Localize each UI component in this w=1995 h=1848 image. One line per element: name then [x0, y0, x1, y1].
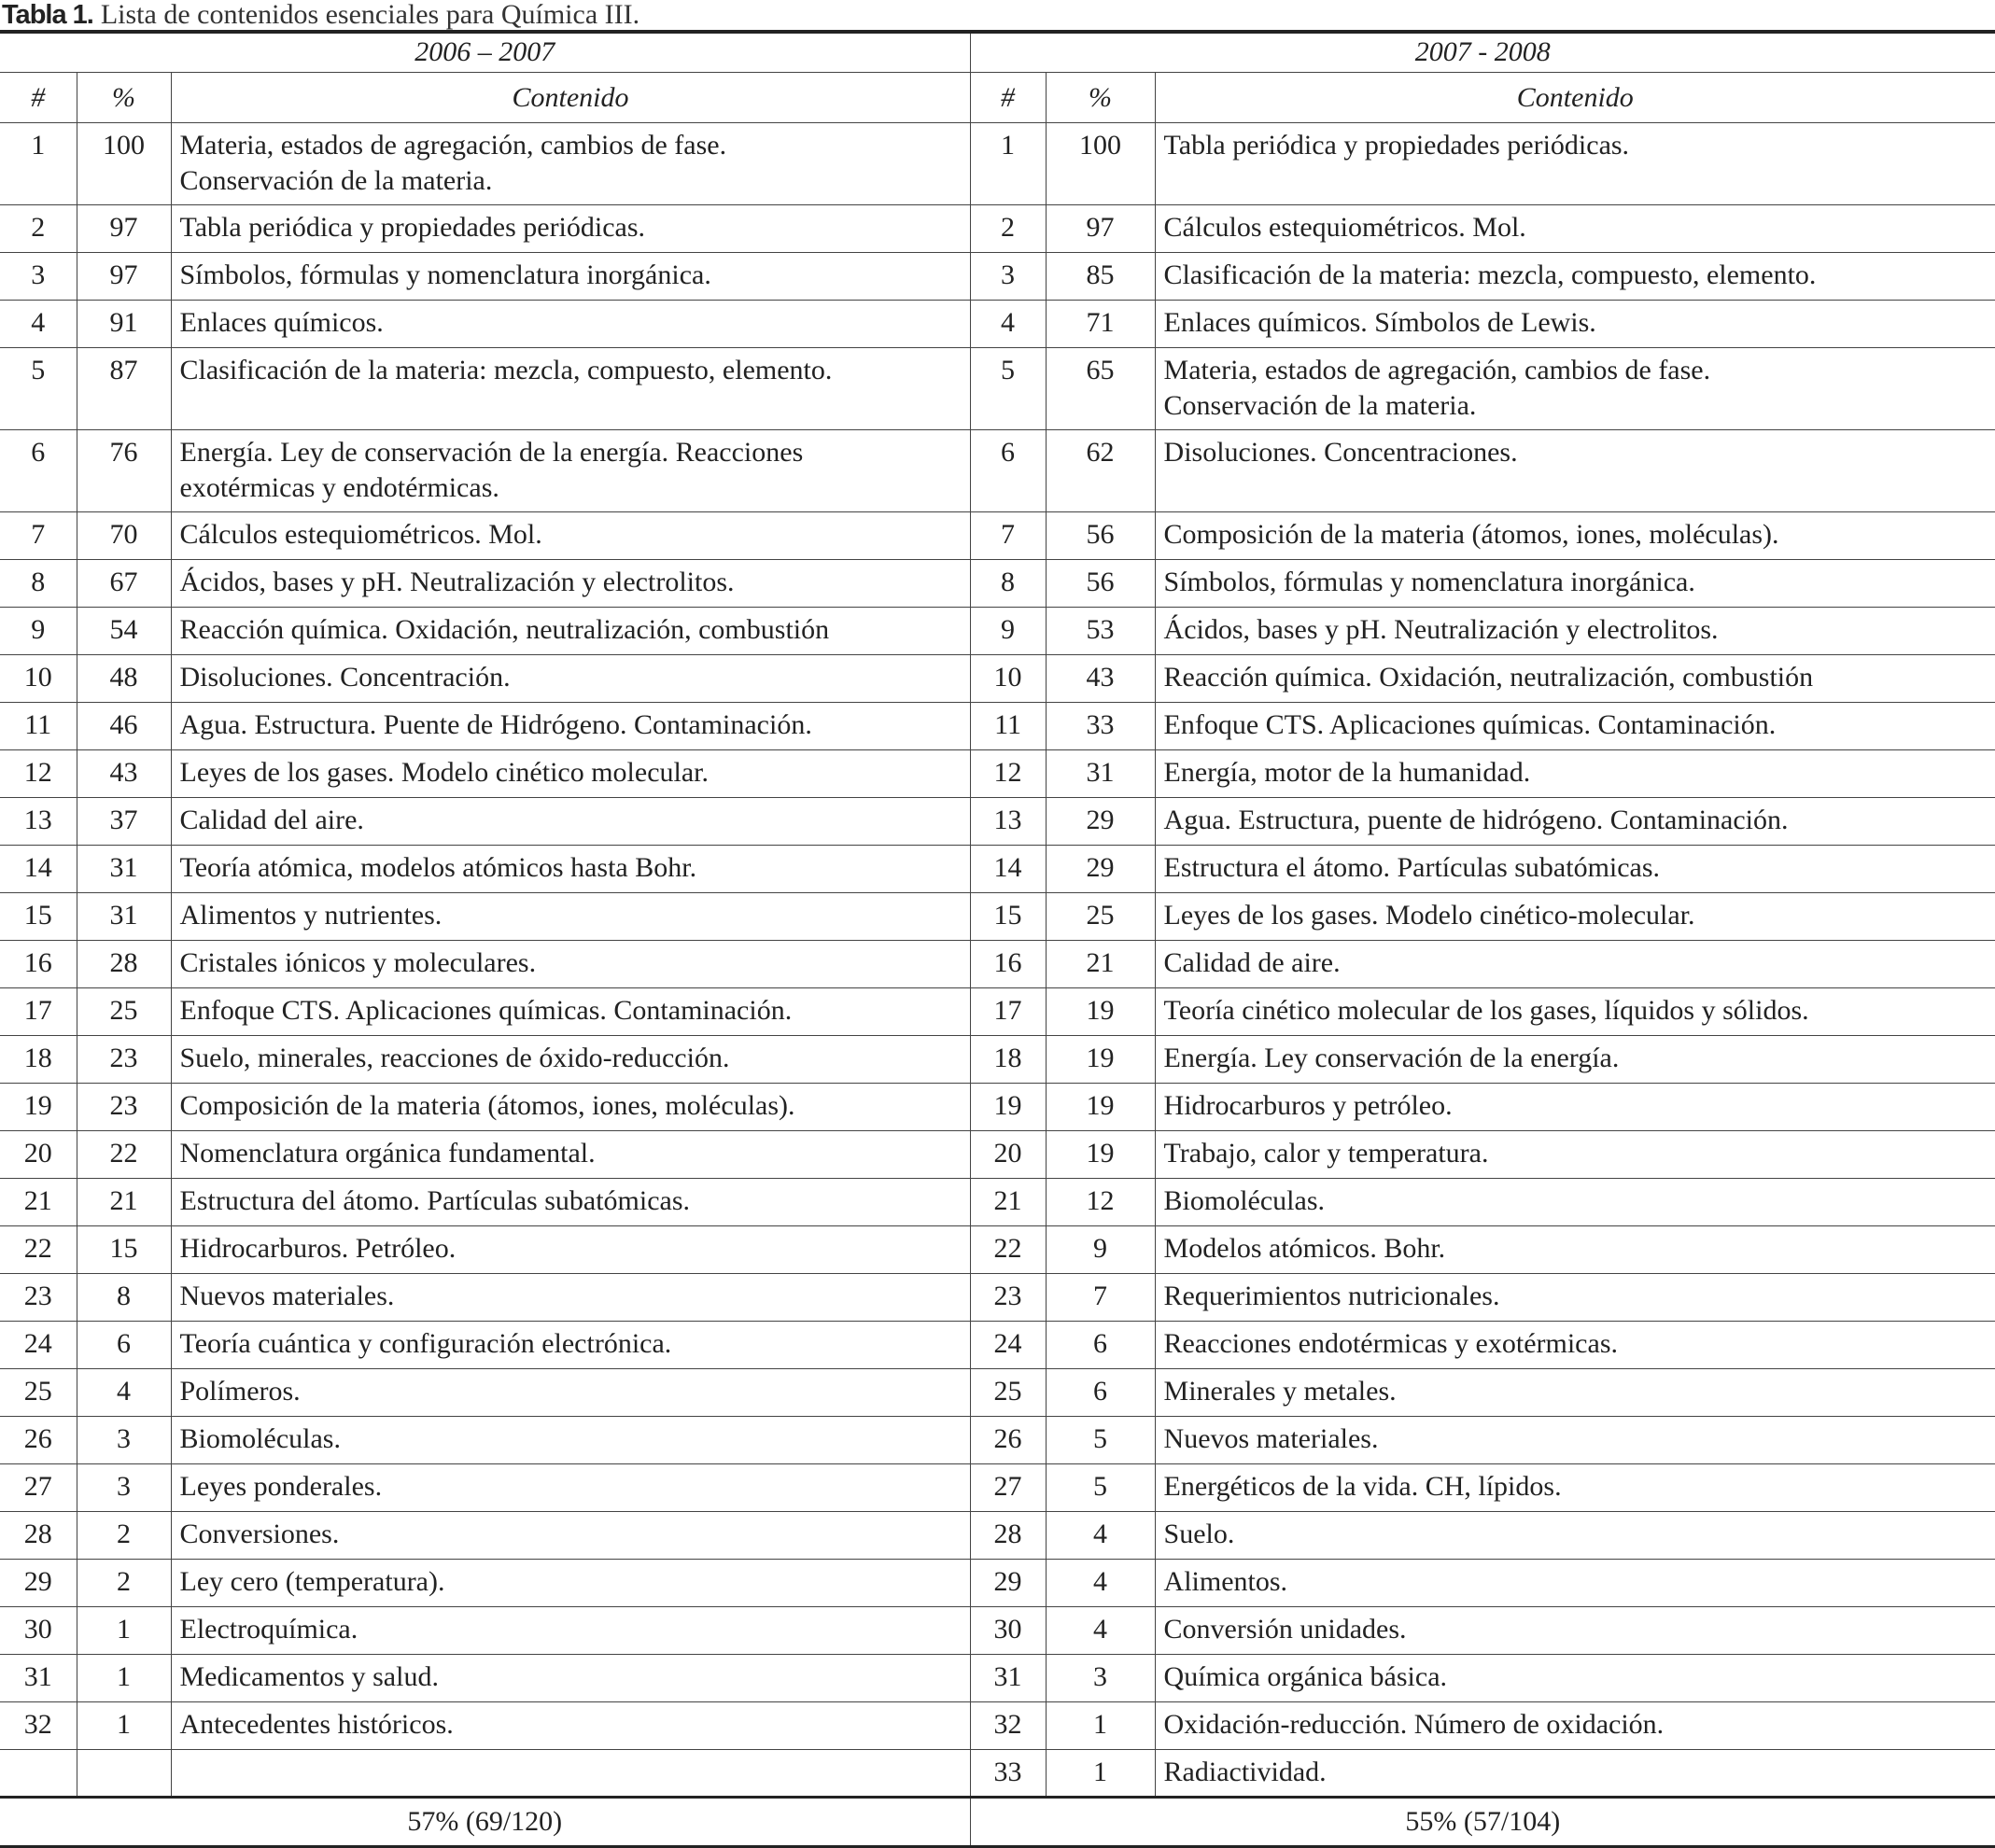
- table-row: [0, 1750, 1995, 1798]
- left-item-number: 4: [0, 301, 77, 348]
- left-item-content: Cálculos estequiométricos. Mol.: [171, 512, 970, 560]
- table-row: [0, 655, 1995, 703]
- right-item-content: Química orgánica básica.: [1155, 1655, 1995, 1702]
- left-item-number: 8: [0, 560, 77, 608]
- left-item-content: Cristales iónicos y moleculares.: [171, 941, 970, 988]
- right-item-number: 2: [970, 205, 1046, 253]
- right-item-number: 21: [970, 1179, 1046, 1226]
- left-item-percent: 76: [77, 430, 171, 512]
- table-row: [0, 1607, 1995, 1655]
- right-item-number: 9: [970, 608, 1046, 655]
- left-item-content: Ley cero (temperatura).: [171, 1560, 970, 1607]
- right-item-percent: 9: [1046, 1226, 1155, 1274]
- right-item-content: Ácidos, bases y pH. Neutralización y electrolitos.: [1155, 608, 1995, 655]
- left-item-percent: 37: [77, 798, 171, 846]
- left-item-content: Composición de la materia (átomos, iones, moléculas).: [171, 1084, 970, 1131]
- left-item-percent: 2: [77, 1512, 171, 1560]
- left-item-number: 30: [0, 1607, 77, 1655]
- table-row: [0, 301, 1995, 348]
- left-item-content: Nuevos materiales.: [171, 1274, 970, 1322]
- col-header-content: Contenido: [171, 73, 970, 123]
- left-item-percent: 8: [77, 1274, 171, 1322]
- left-item-content: Teoría cuántica y configuración electrónica.: [171, 1322, 970, 1369]
- right-item-content: Requerimientos nutricionales.: [1155, 1274, 1995, 1322]
- right-item-number: 25: [970, 1369, 1046, 1417]
- right-item-percent: 71: [1046, 301, 1155, 348]
- right-item-number: 19: [970, 1084, 1046, 1131]
- right-item-number: 27: [970, 1464, 1046, 1512]
- left-item-content: Leyes de los gases. Modelo cinético molecular.: [171, 750, 970, 798]
- table-row: [0, 348, 1995, 430]
- left-item-number: 28: [0, 1512, 77, 1560]
- table-row: [0, 430, 1995, 512]
- right-item-number: 28: [970, 1512, 1046, 1560]
- col-header-pct: %: [1046, 73, 1155, 123]
- right-item-percent: 19: [1046, 1131, 1155, 1179]
- left-item-content: Estructura del átomo. Partículas subatómicas.: [171, 1179, 970, 1226]
- left-item-content: Medicamentos y salud.: [171, 1655, 970, 1702]
- left-item-percent: 97: [77, 253, 171, 301]
- right-item-percent: 3: [1046, 1655, 1155, 1702]
- table-caption: [2, 0, 639, 31]
- left-item-content: Polímeros.: [171, 1369, 970, 1417]
- table-row: [0, 846, 1995, 893]
- left-item-number: 2: [0, 205, 77, 253]
- right-item-content: Energía, motor de la humanidad.: [1155, 750, 1995, 798]
- left-item-number: 10: [0, 655, 77, 703]
- footer-summary-2006: 57% (69/120): [0, 1798, 970, 1847]
- right-item-number: 10: [970, 655, 1046, 703]
- right-item-percent: 19: [1046, 988, 1155, 1036]
- right-item-percent: 1: [1046, 1702, 1155, 1750]
- right-item-number: 24: [970, 1322, 1046, 1369]
- left-item-number: 21: [0, 1179, 77, 1226]
- right-item-number: 4: [970, 301, 1046, 348]
- right-item-percent: 65: [1046, 348, 1155, 430]
- right-item-percent: 21: [1046, 941, 1155, 988]
- left-item-content: Teoría atómica, modelos atómicos hasta Bohr.: [171, 846, 970, 893]
- table-row: [0, 941, 1995, 988]
- left-item-number: 31: [0, 1655, 77, 1702]
- contents-table: [0, 30, 1995, 1848]
- table-row: [0, 988, 1995, 1036]
- left-item-content: Suelo, minerales, reacciones de óxido-reducción.: [171, 1036, 970, 1084]
- table-row: [0, 1131, 1995, 1179]
- right-item-percent: 7: [1046, 1274, 1155, 1322]
- left-item-percent: 31: [77, 893, 171, 941]
- left-item-number: 12: [0, 750, 77, 798]
- table-row: [0, 253, 1995, 301]
- left-item-percent: 28: [77, 941, 171, 988]
- left-item-number: 27: [0, 1464, 77, 1512]
- left-item-percent: 2: [77, 1560, 171, 1607]
- year-header-2006: 2006 – 2007: [0, 32, 970, 73]
- right-item-number: 7: [970, 512, 1046, 560]
- left-item-number: 14: [0, 846, 77, 893]
- right-item-number: 22: [970, 1226, 1046, 1274]
- left-item-number: 6: [0, 430, 77, 512]
- right-item-content: Reacciones endotérmicas y exotérmicas.: [1155, 1322, 1995, 1369]
- left-item-number: 25: [0, 1369, 77, 1417]
- right-item-percent: 19: [1046, 1084, 1155, 1131]
- left-item-percent: 97: [77, 205, 171, 253]
- right-item-content: Radiactividad.: [1155, 1750, 1995, 1798]
- right-item-number: 20: [970, 1131, 1046, 1179]
- right-item-content: Leyes de los gases. Modelo cinético-molecular.: [1155, 893, 1995, 941]
- year-header-2007: 2007 - 2008: [970, 32, 1995, 73]
- left-item-percent: 25: [77, 988, 171, 1036]
- right-item-percent: 5: [1046, 1464, 1155, 1512]
- table-row: [0, 750, 1995, 798]
- table-row: [0, 1560, 1995, 1607]
- left-item-content: Conversiones.: [171, 1512, 970, 1560]
- left-item-number: 11: [0, 703, 77, 750]
- right-item-content: Trabajo, calor y temperatura.: [1155, 1131, 1995, 1179]
- caption-label: Tabla 1.: [2, 0, 93, 30]
- right-item-content: Estructura el átomo. Partículas subatómicas.: [1155, 846, 1995, 893]
- right-item-content: Modelos atómicos. Bohr.: [1155, 1226, 1995, 1274]
- left-item-content: Nomenclatura orgánica fundamental.: [171, 1131, 970, 1179]
- right-item-number: 32: [970, 1702, 1046, 1750]
- left-item-percent: 21: [77, 1179, 171, 1226]
- right-item-percent: 53: [1046, 608, 1155, 655]
- right-item-content: Oxidación-reducción. Número de oxidación.: [1155, 1702, 1995, 1750]
- right-item-number: 14: [970, 846, 1046, 893]
- right-item-percent: 19: [1046, 1036, 1155, 1084]
- table-row: [0, 560, 1995, 608]
- left-item-content: Biomoléculas.: [171, 1417, 970, 1464]
- table-row: [0, 703, 1995, 750]
- right-item-content: Hidrocarburos y petróleo.: [1155, 1084, 1995, 1131]
- left-item-number: 17: [0, 988, 77, 1036]
- left-item-percent: 67: [77, 560, 171, 608]
- left-item-percent: 4: [77, 1369, 171, 1417]
- left-item-number: 22: [0, 1226, 77, 1274]
- left-item-number: 23: [0, 1274, 77, 1322]
- right-item-percent: 62: [1046, 430, 1155, 512]
- right-item-number: 33: [970, 1750, 1046, 1798]
- right-item-content: Energía. Ley conservación de la energía.: [1155, 1036, 1995, 1084]
- right-item-percent: 43: [1046, 655, 1155, 703]
- left-item-content: Materia, estados de agregación, cambios de fase. Conservación de la materia.: [171, 123, 970, 205]
- right-item-percent: 12: [1046, 1179, 1155, 1226]
- right-item-number: 31: [970, 1655, 1046, 1702]
- left-item-percent: 22: [77, 1131, 171, 1179]
- right-item-number: 11: [970, 703, 1046, 750]
- left-item-number: 9: [0, 608, 77, 655]
- right-item-content: Energéticos de la vida. CH, lípidos.: [1155, 1464, 1995, 1512]
- left-item-percent: 3: [77, 1417, 171, 1464]
- left-item-percent: [77, 1750, 171, 1798]
- right-item-content: Biomoléculas.: [1155, 1179, 1995, 1226]
- table-row: [0, 1655, 1995, 1702]
- left-item-percent: 23: [77, 1084, 171, 1131]
- right-item-content: Disoluciones. Concentraciones.: [1155, 430, 1995, 512]
- left-item-percent: 1: [77, 1607, 171, 1655]
- right-item-content: Teoría cinético molecular de los gases, líquidos y sólidos.: [1155, 988, 1995, 1036]
- left-item-content: Electroquímica.: [171, 1607, 970, 1655]
- left-item-percent: 31: [77, 846, 171, 893]
- table-row: [0, 1369, 1995, 1417]
- right-item-content: Enlaces químicos. Símbolos de Lewis.: [1155, 301, 1995, 348]
- caption-text: Lista de contenidos esenciales para Química III.: [100, 0, 640, 30]
- left-item-percent: 6: [77, 1322, 171, 1369]
- table-row: [0, 1464, 1995, 1512]
- right-item-number: 30: [970, 1607, 1046, 1655]
- left-item-content: Leyes ponderales.: [171, 1464, 970, 1512]
- left-item-percent: 1: [77, 1702, 171, 1750]
- left-item-percent: 87: [77, 348, 171, 430]
- right-item-number: 17: [970, 988, 1046, 1036]
- left-item-percent: 70: [77, 512, 171, 560]
- left-item-percent: 54: [77, 608, 171, 655]
- left-item-number: 16: [0, 941, 77, 988]
- left-item-percent: 100: [77, 123, 171, 205]
- left-item-percent: 91: [77, 301, 171, 348]
- table-row: [0, 608, 1995, 655]
- right-item-percent: 33: [1046, 703, 1155, 750]
- right-item-number: 23: [970, 1274, 1046, 1322]
- left-item-content: Calidad del aire.: [171, 798, 970, 846]
- left-item-percent: 48: [77, 655, 171, 703]
- col-header-content: Contenido: [1155, 73, 1995, 123]
- right-item-percent: 1: [1046, 1750, 1155, 1798]
- right-item-percent: 31: [1046, 750, 1155, 798]
- table-row: [0, 1274, 1995, 1322]
- table-row: [0, 1417, 1995, 1464]
- left-item-content: Disoluciones. Concentración.: [171, 655, 970, 703]
- right-item-number: 16: [970, 941, 1046, 988]
- right-item-content: Calidad de aire.: [1155, 941, 1995, 988]
- table-row: [0, 893, 1995, 941]
- left-item-content: [171, 1750, 970, 1798]
- right-item-number: 18: [970, 1036, 1046, 1084]
- right-item-content: Materia, estados de agregación, cambios de fase. Conservación de la materia.: [1155, 348, 1995, 430]
- right-item-content: Clasificación de la materia: mezcla, compuesto, elemento.: [1155, 253, 1995, 301]
- left-item-number: 18: [0, 1036, 77, 1084]
- right-item-number: 1: [970, 123, 1046, 205]
- left-item-percent: 43: [77, 750, 171, 798]
- col-header-pct: %: [77, 73, 171, 123]
- left-item-number: 24: [0, 1322, 77, 1369]
- left-item-number: 19: [0, 1084, 77, 1131]
- left-item-content: Símbolos, fórmulas y nomenclatura inorgánica.: [171, 253, 970, 301]
- right-item-number: 3: [970, 253, 1046, 301]
- table-row: [0, 1322, 1995, 1369]
- left-item-number: [0, 1750, 77, 1798]
- left-item-content: Clasificación de la materia: mezcla, compuesto, elemento.: [171, 348, 970, 430]
- right-item-content: Agua. Estructura, puente de hidrógeno. Contaminación.: [1155, 798, 1995, 846]
- left-item-number: 5: [0, 348, 77, 430]
- right-item-content: Nuevos materiales.: [1155, 1417, 1995, 1464]
- left-item-content: Agua. Estructura. Puente de Hidrógeno. Contaminación.: [171, 703, 970, 750]
- right-item-number: 5: [970, 348, 1046, 430]
- right-item-number: 26: [970, 1417, 1046, 1464]
- right-item-number: 13: [970, 798, 1046, 846]
- right-item-percent: 29: [1046, 798, 1155, 846]
- right-item-percent: 25: [1046, 893, 1155, 941]
- right-item-percent: 5: [1046, 1417, 1155, 1464]
- right-item-percent: 29: [1046, 846, 1155, 893]
- left-item-percent: 15: [77, 1226, 171, 1274]
- right-item-percent: 97: [1046, 205, 1155, 253]
- right-item-content: Reacción química. Oxidación, neutralización, combustión: [1155, 655, 1995, 703]
- left-item-number: 7: [0, 512, 77, 560]
- left-item-number: 32: [0, 1702, 77, 1750]
- right-item-number: 6: [970, 430, 1046, 512]
- right-item-percent: 4: [1046, 1560, 1155, 1607]
- table-row: [0, 205, 1995, 253]
- left-item-number: 20: [0, 1131, 77, 1179]
- right-item-percent: 6: [1046, 1369, 1155, 1417]
- table-row: [0, 1512, 1995, 1560]
- table-row: [0, 512, 1995, 560]
- table-row: [0, 123, 1995, 205]
- right-item-percent: 4: [1046, 1512, 1155, 1560]
- right-item-percent: 4: [1046, 1607, 1155, 1655]
- left-item-number: 1: [0, 123, 77, 205]
- left-item-content: Enlaces químicos.: [171, 301, 970, 348]
- left-item-number: 13: [0, 798, 77, 846]
- right-item-percent: 56: [1046, 512, 1155, 560]
- right-item-number: 8: [970, 560, 1046, 608]
- left-item-content: Enfoque CTS. Aplicaciones químicas. Contaminación.: [171, 988, 970, 1036]
- left-item-percent: 1: [77, 1655, 171, 1702]
- table-row: [0, 1036, 1995, 1084]
- table-row: [0, 1702, 1995, 1750]
- right-item-percent: 85: [1046, 253, 1155, 301]
- right-item-content: Cálculos estequiométricos. Mol.: [1155, 205, 1995, 253]
- right-item-content: Composición de la materia (átomos, iones, moléculas).: [1155, 512, 1995, 560]
- right-item-percent: 100: [1046, 123, 1155, 205]
- right-item-percent: 56: [1046, 560, 1155, 608]
- right-item-content: Enfoque CTS. Aplicaciones químicas. Contaminación.: [1155, 703, 1995, 750]
- left-item-number: 15: [0, 893, 77, 941]
- right-item-content: Conversión unidades.: [1155, 1607, 1995, 1655]
- left-item-content: Tabla periódica y propiedades periódicas.: [171, 205, 970, 253]
- right-item-content: Minerales y metales.: [1155, 1369, 1995, 1417]
- right-item-number: 29: [970, 1560, 1046, 1607]
- left-item-content: Ácidos, bases y pH. Neutralización y electrolitos.: [171, 560, 970, 608]
- right-item-content: Suelo.: [1155, 1512, 1995, 1560]
- right-item-content: Alimentos.: [1155, 1560, 1995, 1607]
- left-item-percent: 23: [77, 1036, 171, 1084]
- right-item-number: 15: [970, 893, 1046, 941]
- left-item-content: Energía. Ley de conservación de la energía. Reacciones exotérmicas y endotérmicas.: [171, 430, 970, 512]
- table-row: [0, 798, 1995, 846]
- left-item-percent: 3: [77, 1464, 171, 1512]
- left-item-number: 26: [0, 1417, 77, 1464]
- table-row: [0, 1179, 1995, 1226]
- left-item-content: Hidrocarburos. Petróleo.: [171, 1226, 970, 1274]
- left-item-percent: 46: [77, 703, 171, 750]
- table-row: [0, 1226, 1995, 1274]
- right-item-percent: 6: [1046, 1322, 1155, 1369]
- col-header-num: #: [0, 73, 77, 123]
- left-item-content: Alimentos y nutrientes.: [171, 893, 970, 941]
- col-header-num: #: [970, 73, 1046, 123]
- right-item-content: Tabla periódica y propiedades periódicas.: [1155, 123, 1995, 205]
- table-row: [0, 1084, 1995, 1131]
- right-item-number: 12: [970, 750, 1046, 798]
- left-item-number: 29: [0, 1560, 77, 1607]
- left-item-content: Antecedentes históricos.: [171, 1702, 970, 1750]
- left-item-content: Reacción química. Oxidación, neutralización, combustión: [171, 608, 970, 655]
- right-item-content: Símbolos, fórmulas y nomenclatura inorgánica.: [1155, 560, 1995, 608]
- left-item-number: 3: [0, 253, 77, 301]
- footer-summary-2007: 55% (57/104): [970, 1798, 1995, 1847]
